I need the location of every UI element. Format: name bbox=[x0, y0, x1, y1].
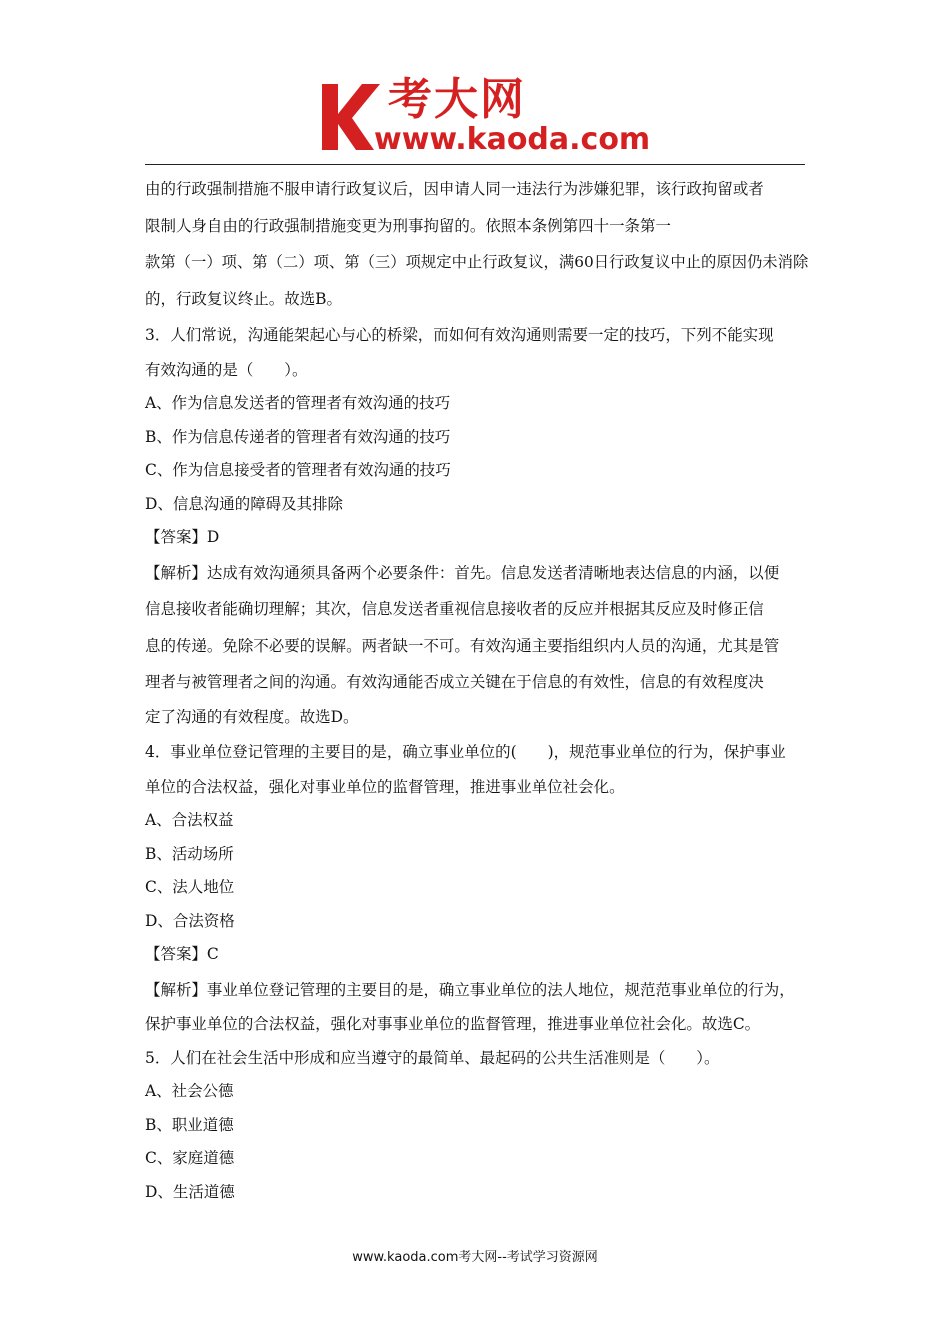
logo-chinese-text: 考大网 bbox=[388, 74, 526, 125]
text-line: 款第（一）项、第（二）项、第（三）项规定中止行政复议，满60日行政复议中止的原因仍未消除 bbox=[145, 253, 809, 271]
text-line: A、合法权益 bbox=[145, 811, 234, 829]
logo-url-text: www.kaoda.com bbox=[374, 122, 651, 157]
text-line: 【解析】达成有效沟通须具备两个必要条件：首先。信息发送者清晰地表达信息的内涵，以便 bbox=[145, 563, 780, 582]
text-line: 有效沟通的是（ ）。 bbox=[145, 360, 308, 379]
text-line: 息的传递。免除不必要的误解。两者缺一不可。有效沟通主要指组织内人员的沟通，尤其是管 bbox=[145, 636, 780, 655]
text-line: B、作为信息传递者的管理者有效沟通的技巧 bbox=[145, 427, 451, 446]
page-footer: www.kaoda.com考大网--考试学习资源网 bbox=[352, 1250, 598, 1265]
text-line: 【答案】D bbox=[145, 528, 220, 546]
text-line: C、家庭道德 bbox=[145, 1149, 235, 1167]
text-line: C、作为信息接受者的管理者有效沟通的技巧 bbox=[145, 461, 451, 479]
text-line: C、法人地位 bbox=[145, 878, 235, 896]
text-line: 定了沟通的有效程度。故选D。 bbox=[145, 707, 359, 726]
text-line: 单位的合法权益，强化对事业单位的监督管理，推进事业单位社会化。 bbox=[145, 777, 625, 796]
text-line: A、作为信息发送者的管理者有效沟通的技巧 bbox=[145, 394, 451, 412]
text-line: 信息接收者能确切理解；其次，信息发送者重视信息接收者的反应并根据其反应及时修正信 bbox=[145, 600, 764, 618]
text-line: 由的行政强制措施不服申请行政复议后，因申请人同一违法行为涉嫌犯罪，该行政拘留或者 bbox=[145, 180, 764, 198]
text-line: D、信息沟通的障碍及其排除 bbox=[145, 494, 344, 513]
text-line: D、合法资格 bbox=[145, 911, 235, 930]
text-line: 3．人们常说，沟通能架起心与心的桥梁，而如何有效沟通则需要一定的技巧，下列不能实现 bbox=[145, 326, 774, 344]
text-line: 5．人们在社会生活中形成和应当遵守的最简单、最起码的公共生活准则是（ ）。 bbox=[145, 1048, 720, 1067]
text-line: 保护事业单位的合法权益，强化对事事业单位的监督管理，推进事业单位社会化。故选C。 bbox=[145, 1015, 761, 1033]
text-line: A、社会公德 bbox=[145, 1082, 234, 1100]
document-body bbox=[145, 171, 810, 1209]
header-divider bbox=[145, 164, 805, 165]
text-line: 理者与被管理者之间的沟通。有效沟通能否成立关键在于信息的有效性，信息的有效程度决 bbox=[145, 673, 764, 691]
text-line: 【解析】事业单位登记管理的主要目的是，确立事业单位的法人地位，规范范事业单位的行为， bbox=[145, 980, 795, 999]
text-line: D、生活道德 bbox=[145, 1182, 235, 1201]
text-line: 限制人身自由的行政强制措施变更为刑事拘留的。依照本条例第四十一条第一 bbox=[145, 216, 671, 235]
text-line: 的，行政复议终止。故选B。 bbox=[145, 289, 342, 308]
text-line: B、职业道德 bbox=[145, 1115, 234, 1134]
text-line: B、活动场所 bbox=[145, 844, 234, 863]
text-line: 【答案】C bbox=[145, 945, 219, 963]
site-logo bbox=[316, 74, 651, 162]
text-line: 4．事业单位登记管理的主要目的是，确立事业单位的( )，规范事业单位的行为，保护事业 bbox=[145, 743, 786, 761]
